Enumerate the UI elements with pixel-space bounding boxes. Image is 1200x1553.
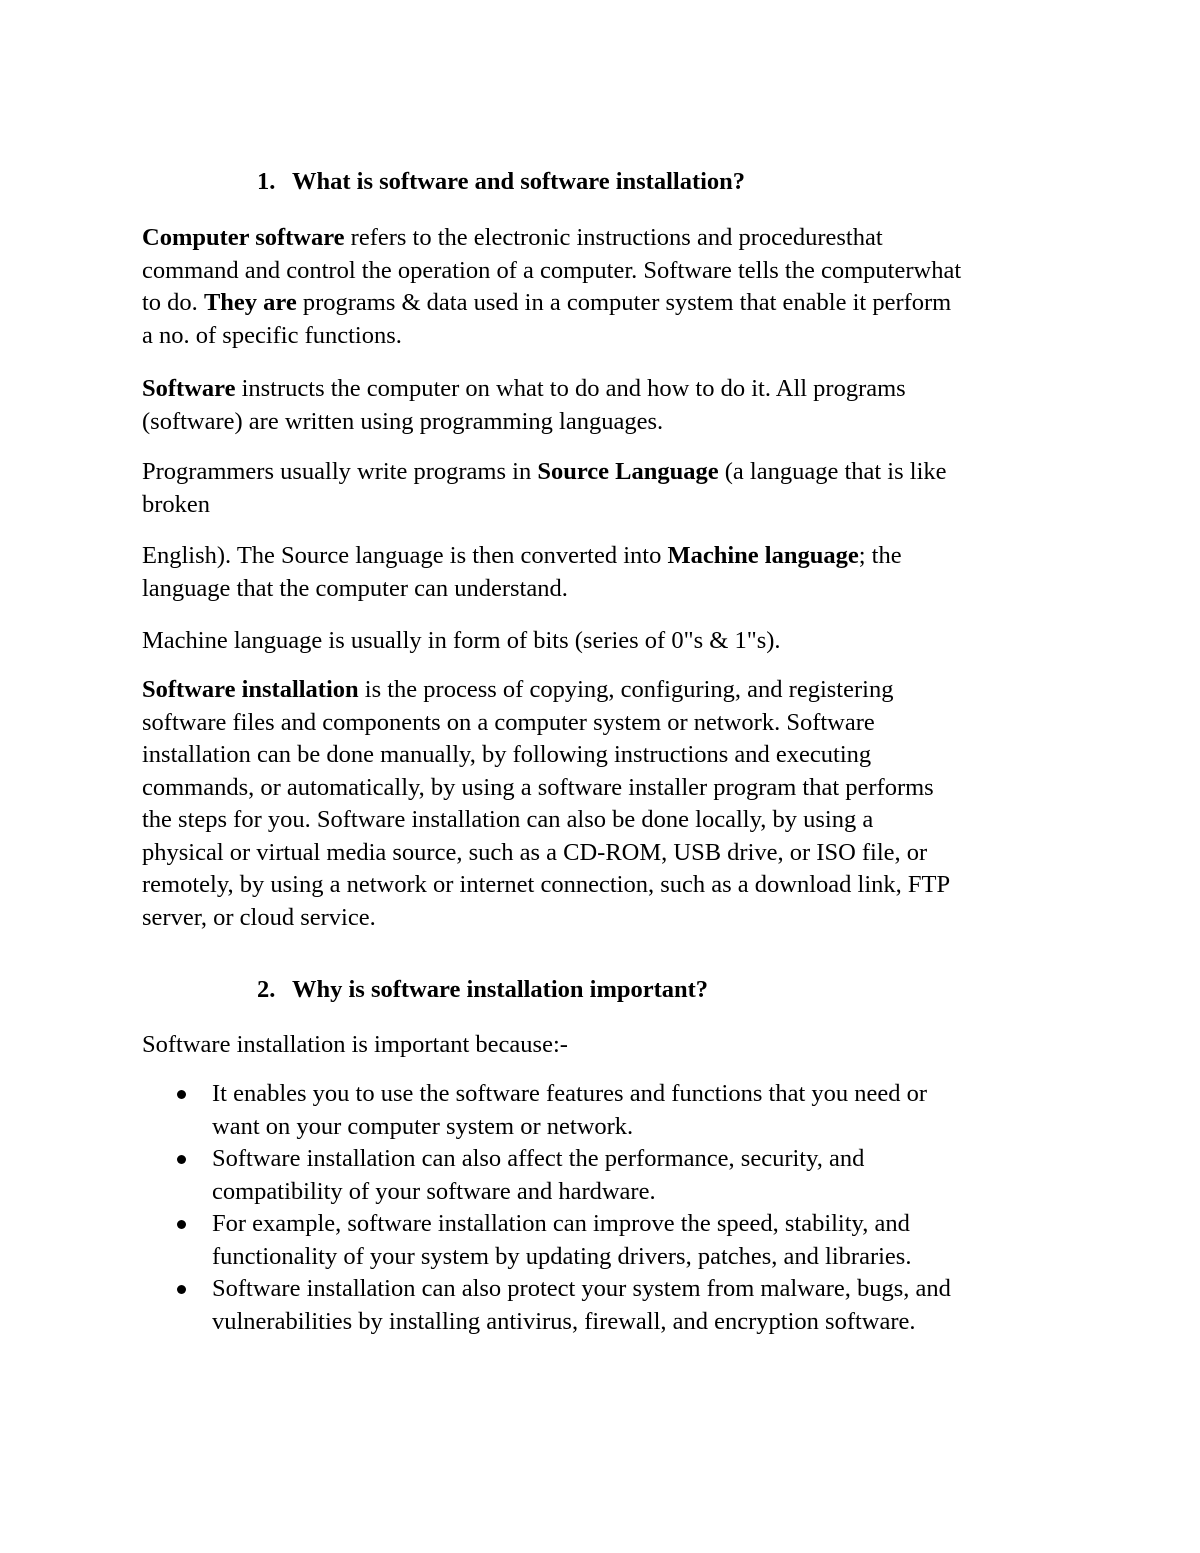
term-machine-language: Machine language	[667, 542, 859, 569]
text: English). The Source language is then converted into	[142, 542, 668, 569]
text: to do.	[142, 289, 204, 316]
text: physical or virtual media source, such as a CD-ROM, USB drive, or ISO file, or	[142, 838, 928, 866]
text: broken	[142, 490, 211, 518]
term-software: Software	[142, 375, 236, 402]
list-item	[142, 1273, 951, 1338]
text: It enables you to use the software features and functions that you need or	[212, 1080, 928, 1107]
text: language that the computer can understand.	[142, 574, 568, 602]
paragraph-source-language	[142, 456, 1082, 521]
text: ; the	[858, 542, 902, 569]
text: compatibility of your software and hardware.	[212, 1177, 656, 1205]
term-they-are: They are	[203, 289, 297, 316]
text: Programmers usually write programs in	[142, 458, 538, 485]
paragraph-software-instructs	[142, 373, 1082, 438]
paragraph-machine-language	[142, 540, 1082, 605]
text: (software) are written using programming languages.	[142, 407, 664, 435]
text: For example, software installation can improve the speed, stability, and	[212, 1210, 910, 1237]
term-software-installation: Software installation	[142, 676, 359, 703]
list-item	[142, 1143, 951, 1208]
list-item	[142, 1078, 951, 1143]
text: functionality of your system by updating drivers, patches, and libraries.	[212, 1242, 912, 1270]
text: Software installation can also protect your system from malware, bugs, and	[212, 1275, 951, 1302]
text: commands, or automatically, by using a software installer program that performs	[142, 773, 934, 801]
section-2-title: Why is software installation important?	[292, 976, 709, 1003]
text: vulnerabilities by installing antivirus, firewall, and encryption software.	[212, 1307, 916, 1335]
bullet-icon	[177, 1220, 186, 1229]
paragraph-software-installation	[142, 674, 1082, 934]
section-1-number: 1.	[257, 168, 276, 195]
text: server, or cloud service.	[142, 903, 376, 931]
text: instructs the computer on what to do and how to do it. All programs	[235, 375, 906, 402]
text: Software installation can also affect the performance, security, and	[212, 1145, 865, 1172]
text: remotely, by using a network or internet connection, such as a download link, FTP	[142, 871, 951, 898]
text: (a language that is like	[718, 458, 947, 485]
paragraph-bits	[142, 625, 1082, 658]
term-computer-software: Computer software	[142, 224, 345, 251]
section-2-number: 2.	[257, 976, 276, 1003]
text: programs & data used in a computer system that enable it perform	[296, 289, 952, 316]
text: want on your computer system or network.	[212, 1112, 634, 1140]
text: a no. of specific functions.	[142, 321, 402, 349]
text: software files and components on a computer system or network. Software	[142, 708, 875, 736]
bullet-icon	[177, 1285, 186, 1294]
bullet-icon	[177, 1090, 186, 1099]
text: the steps for you. Software installation can also be done locally, by using a	[142, 806, 874, 833]
text: Software installation is important because:-	[142, 1031, 568, 1058]
paragraph-importance-intro	[142, 1029, 1082, 1062]
text: refers to the electronic instructions and proceduresthat	[344, 224, 883, 251]
text: installation can be done manually, by following instructions and executing	[142, 741, 872, 768]
term-source-language: Source Language	[537, 458, 719, 485]
text: is the process of copying, configuring, and registering	[358, 676, 894, 703]
text: command and control the operation of a computer. Software tells the computerwhat	[142, 256, 962, 284]
list-item	[142, 1208, 951, 1273]
section-1-title: What is software and software installation?	[292, 168, 746, 195]
text: Machine language is usually in form of bits (series of 0"s & 1"s).	[142, 627, 781, 654]
importance-bullet-list	[142, 1078, 951, 1338]
paragraph-computer-software	[142, 222, 1082, 352]
bullet-icon	[177, 1155, 186, 1164]
